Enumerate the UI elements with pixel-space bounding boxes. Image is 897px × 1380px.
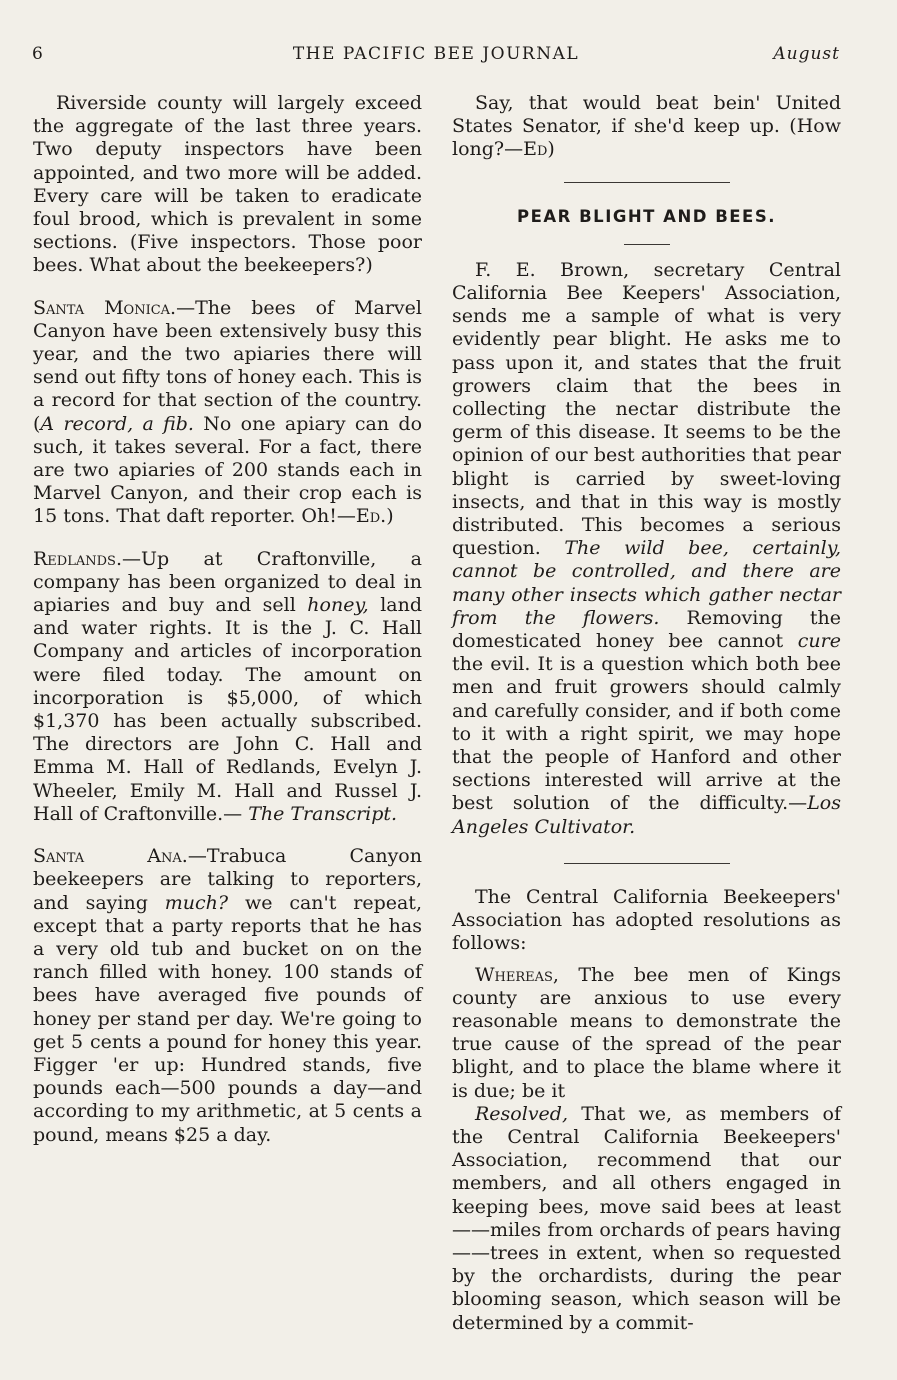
left-column [33, 92, 422, 1147]
resolutions-intro: The Central California Beekeepers' Association has adopted resolutions as follows: [452, 885, 841, 955]
pear-blight-text-2: Removing the domesticated honey bee cannot [452, 606, 841, 653]
source-citation: The Transcript. [248, 802, 398, 825]
running-header [30, 44, 842, 72]
heading-rule [624, 244, 670, 245]
senator-text: Say, that would beat bein' United States Senator, if she'd keep up. (How long?— [452, 92, 841, 161]
redlands-text-2: land and water rights. It is the J. C. Hall Company and articles of incorporation were filed today. The amount on incorporation is $5,000, of which $1,370 has been actually subscribed. The directors are John C. Hall and Emma M. Hall of Redlands, Evelyn J. Wheeler, Emily M. Hall and Russel J. Hall of Craftonville.— [33, 594, 423, 825]
right-column [452, 92, 841, 1335]
italic-word: much? [164, 891, 229, 914]
closing-paren: ) [547, 138, 555, 161]
editor-signature: Ed [523, 138, 548, 161]
italic-word: cure [797, 630, 841, 653]
section-divider [564, 182, 730, 183]
pear-blight-text: Brown, secretary Central California Bee Keepers' Association, sends me a sample of what is very evidently pear blight. He asks me to pass upon it, and states that the fruit growers claim that the bees in collecting the nectar distribute the germ of this disease. It seems to be the opinion of our best authorities that pear blight is carried by sweet-loving insects, and that in this way is mostly distributed. This becomes a serious question. [452, 258, 841, 560]
whereas-paragraph [452, 964, 841, 1103]
riverside-paragraph: Riverside county will largely exceed the aggregate of the last three years. Two deputy inspectors have been appointed, and two more will be added. Every care will be taken to eradicate foul brood, which is prevalent in some sections. (Five inspectors. Those poor bees. What about the beekeepers?) [33, 92, 422, 277]
redlands-paragraph [33, 548, 422, 826]
santa-ana-paragraph [33, 845, 422, 1147]
page-number: 6 [32, 44, 44, 64]
journal-title: THE PACIFIC BEE JOURNAL [292, 44, 580, 64]
santa-ana-text: —Trabuca Canyon beekeepers are talking to reporters, and saying [33, 845, 422, 914]
italic-word: honey, [307, 594, 369, 617]
pear-blight-paragraph [452, 259, 841, 839]
issue-month: August [773, 44, 840, 64]
article-heading: PEAR BLIGHT AND BEES. [517, 206, 776, 226]
redlands-text: —Up at Craftonville, a company has been organized to deal in apiaries and buy and sell [33, 547, 422, 617]
resolved-text: That we, as members of the Central California Beekeepers' Association, recommend that our members, and all others engaged in keeping bees, move said bees at least——miles from orchards of pears having——trees in extent, when so requested by the orchardists, during the pear blooming season, which season will be determined by a commit- [452, 1102, 841, 1334]
editor-aside: The wild bee, certainly, cannot be controlled, and there are many other insects which gather nectar from the flowers. [452, 537, 841, 629]
closing-paren: ) [386, 505, 394, 528]
author-initials: F. E. [475, 258, 536, 281]
resolved-paragraph [452, 1103, 841, 1335]
resolved-word: Resolved, [475, 1102, 568, 1125]
whereas-word: Whereas, [475, 963, 559, 986]
editor-signature: Ed. [355, 505, 387, 528]
santa-ana-text-2: we can't repeat, except that a party reports that he has a very old tub and bucket on on the ranch filled with honey. 100 stands of bees have averaged five pounds of honey per stand per day. We're going to get 5 cents a pound for honey this year. Figger 'er up: Hundred stands, five pounds each—500 pounds a day—and according to my arithmetic, at 5 cents a pound, means $25 a day. [33, 891, 422, 1146]
editor-aside: A record, a fib. [40, 412, 194, 435]
senator-paragraph [452, 92, 841, 162]
place-name-redlands: Redlands. [33, 547, 122, 570]
source-citation: Los Angeles Cultivator. [452, 792, 841, 838]
place-name-santa-ana: Santa Ana. [33, 845, 188, 868]
whereas-text: The bee men of Kings county are anxious to use every reasonable means to demonstrate the true cause of the spread of the pear blight, and to place the blame where it is due; be it [452, 963, 841, 1102]
santa-monica-text: —The bees of Marvel Canyon have been extensively busy this year, and the two apiaries there will send out fifty tons of honey each. This is a record for that section of the country. ( [33, 296, 422, 435]
pear-blight-text-3: the evil. It is a question which both bee men and fruit growers should calmly and carefully consider, and if both come to it with a right spirit, we may hope that the people of Hanford and other sections interested will arrive at the best solution of the difficulty.— [452, 653, 841, 815]
section-divider [564, 863, 730, 864]
place-name-santa-monica: Santa Monica. [33, 296, 177, 319]
santa-monica-paragraph [33, 297, 422, 529]
santa-monica-text-2: No one apiary can do such, it takes several. For a fact, there are two apiaries of 200 stands each in Marvel Canyon, and their crop each is 15 tons. That daft reporter. Oh!— [33, 412, 423, 528]
